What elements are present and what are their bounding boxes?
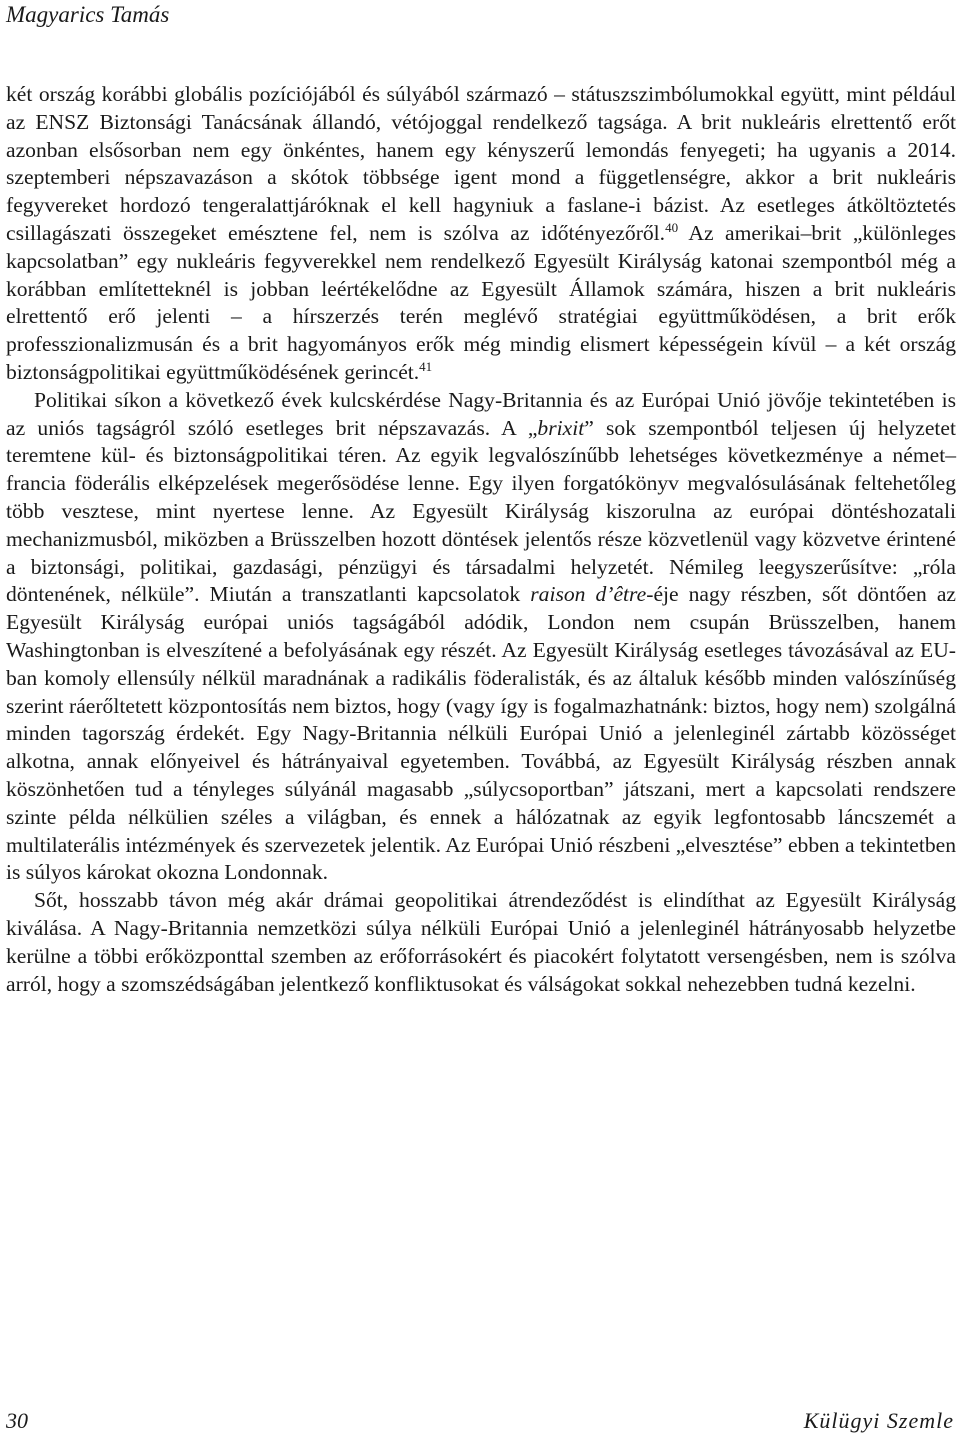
paragraph-2 <box>6 387 956 887</box>
paragraph-1-text-b: Az amerikai–brit „különleges kapcsolatban” egy nukleáris fegyverekkel nem rendelkező Egyesült Királyság katonai szempontból még a korábban említetteknél is jobban leértékelődne az Egyesült Államok számára, hiszen a brit nukleáris elrettentő erő jelenti – a hírszerzés terén meglévő stratégiai együttműködésen, a brit erők professzionalizmusán és a brit hagyományos erők még mindig elismert képességein kívül – a két ország biztonságpolitikai együttműködésének gerincét. <box>6 220 956 384</box>
running-header-author: Magyarics Tamás <box>6 2 170 27</box>
paragraph-2-text-c: -éje nagy részben, sőt döntően az Egyesült Királyság európai uniós tagságából adódik, London nem csupán Brüsszelben, hanem Washingtonban is elveszítené a befolyásának egy részét. Az Egyesült Királyság esetleges távozásával az EU-ban komoly ellensúly nélkül maradnának a radikális föderalisták, és az általuk később minden valószínűség szerint ráerőltetett központosítás nem biztos, hogy (vagy így is fogalmazhatnánk: biztos, hogy nem) szolgálná minden tagország érdekét. Egy Nagy-Britannia nélküli Európai Unió a jelenleginél zártabb közösséget alkotna, annak előnyeivel és hátrányaival egyetemben. Továbbá, az Egyesült Királyság részben annak köszönhetően tud a tényleges súlyánál magasabb „súlycsoportban” játszani, mert a kapcsolati rendszere szinte példa nélkülien széles a világban, és ennek a hálózatnak az egyik legfontosabb láncszemét a multilaterális intézmények és szervezetek jelentik. Az Európai Unió részbeni „elvesztése” ebben a tekintetben is súlyos károkat okozna Londonnak. <box>6 582 956 885</box>
journal-title: Külügyi Szemle <box>803 1408 954 1433</box>
paragraph-2-text-a: Politikai síkon a következő évek kulcskérdése Nagy-Britannia és az Európai Unió jövője tekintetében is az uniós tagságról szóló esetleges brit népszavazás. A „ <box>6 387 956 440</box>
paragraph-1-text-a: két ország korábbi globális pozíciójából és súlyából származó – státuszszimbólumokkal együtt, mint például az ENSZ Biztonsági Tanácsának állandó, vétójoggal rendelkező tagsága. A brit nukleáris elrettentő erőt azonban elsősorban nem egy önkéntes, hanem egy kényszerű lemondás fenyegeti; ha ugyanis a 2014. szeptemberi népszavazáson a skótok többsége igent mond a függetlenségre, akkor a brit nukleáris fegyvereket hordozó tengeralattjáróknak el kell hagyniuk a faslane-i bázist. Az esetleges átköltöztetés csillagászati összegeket emésztene fel, nem is szólva az időtényezőről. <box>6 82 956 245</box>
footnote-ref-40[interactable]: 40 <box>665 219 679 235</box>
paragraph-3 <box>6 887 956 998</box>
footnote-ref-41[interactable]: 41 <box>419 358 433 374</box>
term-raison-detre: raison d’être <box>530 582 647 607</box>
paragraph-2-text-b: ” sok szempontból teljesen új helyzetet teremtene kül- és biztonságpolitikai téren. Az egyik legvalószínűbb lehetséges következménye a német–francia föderális elképzelések megerősödése lenne. Egy ilyen forgatókönyv megvalósulásának feltehetőleg több vesztese, mint nyertese lenne. Az Egyesült Királyság kiszorulna az európai döntéshozatali mechanizmusból, miközben a Brüsszelben hozott döntések jelentős része közvetlenül vagy közvetve érintené a biztonsági, politikai, gazdasági, pénzügyi és társadalmi helyzetét. Némileg leegyszerűsítve: „róla döntenének, nélküle”. Miután a transzatlanti kapcsolatok <box>6 415 956 607</box>
page-number: 30 <box>6 1408 28 1433</box>
term-brixit: brixit <box>537 415 585 440</box>
article-body <box>6 81 956 998</box>
paragraph-3-text: Sőt, hosszabb távon még akár drámai geopolitikai átrendeződést is elindíthat az Egyesült Királyság kiválása. A Nagy-Britannia nemzetközi súlya nélküli Európai Unió a jelenleginél hátrányosabb helyzetbe kerülne a többi erőközponttal szemben az erőforrásokért és piacokért folytatott versengésben, nem is szólva arról, hogy a szomszédságában jelentkező konfliktusokat és válságokat sokkal nehezebben tudná kezelni. <box>6 888 956 996</box>
paragraph-1 <box>6 81 956 387</box>
